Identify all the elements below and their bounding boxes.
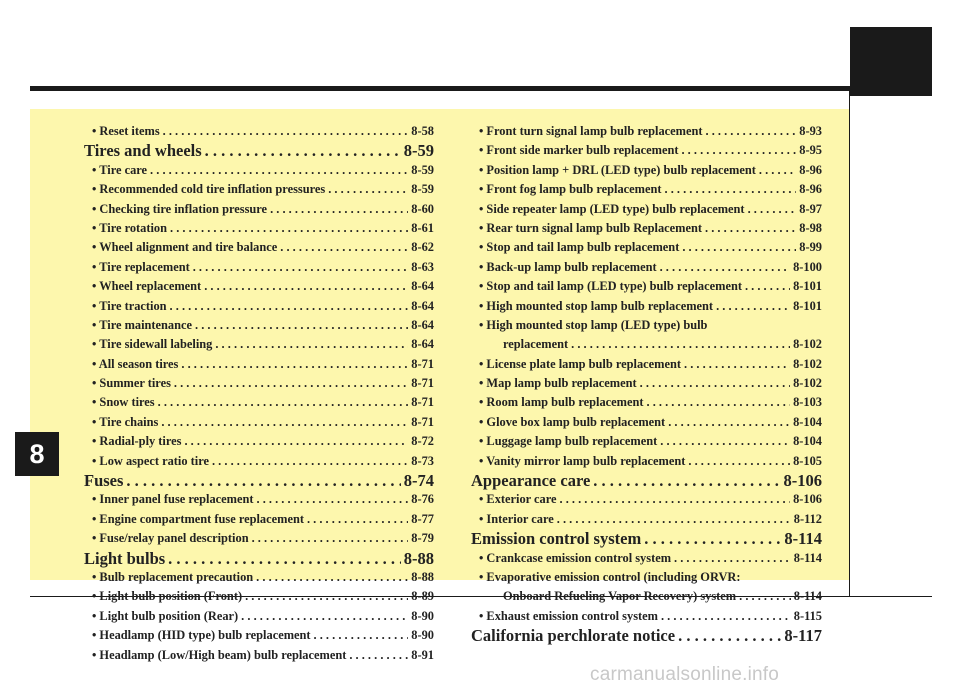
toc-entry-page: 8-102 bbox=[793, 376, 822, 391]
toc-entry-title: • Headlamp (Low/High beam) bulb replacement bbox=[92, 647, 347, 662]
dot-leader bbox=[661, 607, 791, 626]
toc-left-column bbox=[84, 122, 434, 665]
toc-entry-page: 8-88 bbox=[411, 569, 434, 584]
toc-entry[interactable] bbox=[471, 587, 822, 606]
dot-leader bbox=[674, 549, 791, 568]
toc-entry[interactable] bbox=[84, 180, 434, 199]
toc-section-entry[interactable] bbox=[471, 626, 822, 645]
toc-entry-page: 8-117 bbox=[784, 626, 822, 646]
toc-entry-title: • Front side marker bulb replacement bbox=[479, 143, 679, 158]
toc-entry-page: 8-64 bbox=[411, 337, 434, 352]
dot-leader bbox=[193, 258, 409, 277]
toc-entry-page: 8-90 bbox=[411, 608, 434, 623]
toc-entry-title: Fuses bbox=[84, 471, 124, 491]
toc-entry-title: • Tire replacement bbox=[92, 259, 190, 274]
toc-entry[interactable] bbox=[84, 432, 434, 451]
toc-entry[interactable] bbox=[84, 646, 434, 665]
toc-entry-page: 8-64 bbox=[411, 317, 434, 332]
dot-leader bbox=[682, 238, 796, 257]
toc-entry[interactable] bbox=[471, 200, 822, 219]
toc-entry[interactable] bbox=[84, 393, 434, 412]
toc-entry-title: • Front fog lamp bulb replacement bbox=[479, 182, 662, 197]
toc-entry-title: • Wheel replacement bbox=[92, 279, 202, 294]
toc-entry-page: 8-79 bbox=[411, 531, 434, 546]
dot-leader bbox=[716, 297, 790, 316]
dot-leader bbox=[739, 587, 791, 606]
toc-entry-page: 8-89 bbox=[411, 589, 434, 604]
dot-leader bbox=[163, 122, 409, 141]
toc-entry-page: 8-103 bbox=[793, 395, 822, 410]
toc-entry-title: • Tire sidewall labeling bbox=[92, 337, 213, 352]
toc-entry[interactable] bbox=[84, 626, 434, 645]
dot-leader bbox=[241, 607, 408, 626]
toc-entry[interactable] bbox=[471, 549, 822, 568]
chapter-tab[interactable]: 8 bbox=[15, 432, 59, 476]
toc-entry-page: 8-63 bbox=[411, 259, 434, 274]
toc-entry[interactable] bbox=[471, 316, 822, 335]
dot-leader bbox=[349, 646, 408, 665]
toc-entry[interactable] bbox=[84, 607, 434, 626]
toc-entry-title: • Engine compartment fuse replacement bbox=[92, 511, 304, 526]
toc-entry-page: 8-74 bbox=[403, 471, 434, 491]
toc-entry[interactable] bbox=[471, 161, 822, 180]
dot-leader bbox=[280, 238, 408, 257]
toc-entry[interactable] bbox=[471, 219, 822, 238]
toc-entry[interactable] bbox=[471, 122, 822, 141]
toc-entry-page: 8-102 bbox=[793, 356, 822, 371]
toc-entry-title: • Wheel alignment and tire balance bbox=[92, 240, 278, 255]
dot-leader bbox=[212, 452, 408, 471]
toc-entry-page: 8-95 bbox=[799, 143, 822, 158]
top-rule bbox=[30, 86, 850, 91]
dot-leader bbox=[688, 452, 790, 471]
toc-entry-title: • Glove box lamp bulb replacement bbox=[479, 414, 666, 429]
toc-entry-page: 8-104 bbox=[793, 414, 822, 429]
dot-leader bbox=[195, 316, 408, 335]
dot-leader bbox=[665, 180, 797, 199]
toc-entry[interactable] bbox=[84, 413, 434, 432]
dot-leader bbox=[593, 471, 780, 490]
toc-entry[interactable] bbox=[84, 200, 434, 219]
dot-leader bbox=[170, 219, 408, 238]
toc-entry-title: • Tire maintenance bbox=[92, 317, 193, 332]
toc-entry-page: 8-77 bbox=[411, 511, 434, 526]
toc-entry[interactable] bbox=[471, 490, 822, 509]
toc-entry-title: • Tire chains bbox=[92, 414, 159, 429]
margin-divider bbox=[849, 91, 850, 597]
toc-entry-page: 8-72 bbox=[411, 434, 434, 449]
toc-entry[interactable] bbox=[84, 510, 434, 529]
toc-entry-page: 8-98 bbox=[799, 220, 822, 235]
dot-leader bbox=[681, 141, 796, 160]
dot-leader bbox=[745, 277, 790, 296]
toc-entry-page: 8-59 bbox=[411, 182, 434, 197]
toc-entry-title: • Tire traction bbox=[92, 298, 167, 313]
toc-entry-title: • Exterior care bbox=[479, 492, 557, 507]
toc-entry-page: 8-100 bbox=[793, 259, 822, 274]
toc-entry-page: 8-71 bbox=[411, 414, 434, 429]
toc-entry[interactable] bbox=[471, 413, 822, 432]
dot-leader bbox=[684, 355, 790, 374]
toc-entry-page: 8-101 bbox=[793, 279, 822, 294]
toc-entry[interactable] bbox=[471, 180, 822, 199]
dot-leader bbox=[571, 335, 790, 354]
dot-leader bbox=[759, 161, 796, 180]
toc-entry-title: • Recommended cold tire inflation pressures bbox=[92, 182, 326, 197]
dot-leader bbox=[205, 141, 401, 160]
toc-entry-title: • Interior care bbox=[479, 511, 554, 526]
dot-leader bbox=[678, 626, 781, 645]
toc-entry-page: 8-114 bbox=[784, 529, 822, 549]
toc-entry-title: • Stop and tail lamp (LED type) bulb replacement bbox=[479, 279, 742, 294]
toc-entry-title: • Snow tires bbox=[92, 395, 155, 410]
toc-entry-page: 8-101 bbox=[793, 298, 822, 313]
toc-entry[interactable] bbox=[471, 335, 822, 354]
toc-entry[interactable] bbox=[84, 277, 434, 296]
toc-entry-page: 8-71 bbox=[411, 395, 434, 410]
toc-entry-title: • Front turn signal lamp bulb replacement bbox=[479, 124, 703, 138]
toc-entry[interactable] bbox=[471, 607, 822, 626]
toc-entry[interactable] bbox=[471, 238, 822, 257]
toc-entry[interactable] bbox=[84, 568, 434, 587]
dot-leader bbox=[158, 393, 409, 412]
dot-leader bbox=[184, 432, 408, 451]
toc-section-entry[interactable] bbox=[471, 471, 822, 490]
dot-leader bbox=[328, 180, 408, 199]
toc-entry-page: 8-93 bbox=[799, 124, 822, 138]
toc-entry[interactable] bbox=[84, 258, 434, 277]
toc-entry[interactable] bbox=[471, 393, 822, 412]
toc-entry-page: 8-60 bbox=[411, 201, 434, 216]
dot-leader bbox=[215, 335, 408, 354]
toc-entry-title: • Rear turn signal lamp bulb Replacement bbox=[479, 220, 703, 235]
toc-entry-title: • Tire rotation bbox=[92, 220, 168, 235]
dot-leader bbox=[126, 471, 400, 490]
dot-leader bbox=[647, 393, 791, 412]
toc-entry-title: • Luggage lamp bulb replacement bbox=[479, 434, 658, 449]
toc-entry-title: • Room lamp bulb replacement bbox=[479, 395, 644, 410]
toc-entry-page: 8-102 bbox=[793, 337, 822, 352]
dot-leader bbox=[644, 529, 781, 548]
toc-entry-title: • Stop and tail lamp bulb replacement bbox=[479, 240, 680, 255]
toc-entry-page: 8-114 bbox=[793, 550, 822, 565]
toc-entry[interactable] bbox=[84, 238, 434, 257]
toc-entry-title: • Exhaust emission control system bbox=[479, 608, 658, 623]
toc-entry[interactable] bbox=[84, 529, 434, 548]
dot-leader bbox=[168, 549, 401, 568]
toc-entry-page: 8-114 bbox=[793, 589, 822, 604]
toc-entry[interactable] bbox=[84, 161, 434, 180]
toc-entry[interactable] bbox=[471, 510, 822, 529]
dot-leader bbox=[150, 161, 408, 180]
toc-entry-page: 8-71 bbox=[411, 356, 434, 371]
toc-section-entry[interactable] bbox=[84, 471, 434, 490]
dot-leader bbox=[245, 587, 408, 606]
toc-entry-page: 8-64 bbox=[411, 298, 434, 313]
toc-entry[interactable] bbox=[471, 452, 822, 471]
dot-leader bbox=[640, 374, 790, 393]
toc-entry-page: 8-90 bbox=[411, 628, 434, 643]
watermark: carmanualsonline.info bbox=[590, 664, 780, 685]
toc-entry-title: • Vanity mirror lamp bulb replacement bbox=[479, 453, 686, 468]
toc-entry-page: 8-59 bbox=[403, 141, 434, 161]
toc-section-entry[interactable] bbox=[84, 141, 434, 160]
toc-entry-page: 8-97 bbox=[799, 201, 822, 216]
toc-entry-title: • Side repeater lamp (LED type) bulb replacement bbox=[479, 201, 745, 216]
toc-entry[interactable] bbox=[84, 452, 434, 471]
toc-entry-title: • Summer tires bbox=[92, 376, 171, 391]
toc-entry-title: • High mounted stop lamp bulb replacement bbox=[479, 298, 714, 313]
toc-entry-page: 8-106 bbox=[793, 492, 822, 507]
toc-entry-title: • Map lamp bulb replacement bbox=[479, 376, 637, 391]
toc-entry-page: 8-106 bbox=[783, 471, 822, 491]
toc-entry[interactable] bbox=[471, 432, 822, 451]
toc-entry-page: 8-73 bbox=[411, 453, 434, 468]
toc-entry-title: Emission control system bbox=[471, 529, 642, 549]
toc-entry-title: • Crankcase emission control system bbox=[479, 550, 672, 565]
toc-entry-page: 8-76 bbox=[411, 492, 434, 507]
toc-entry-page: 8-105 bbox=[793, 453, 822, 468]
toc-right-column bbox=[471, 122, 822, 646]
toc-entry-title: • Fuse/relay panel description bbox=[92, 531, 249, 546]
toc-entry-page: 8-99 bbox=[799, 240, 822, 255]
toc-entry[interactable] bbox=[84, 316, 434, 335]
toc-entry-title: • License plate lamp bulb replacement bbox=[479, 356, 682, 371]
toc-entry-page: 8-62 bbox=[411, 240, 434, 255]
toc-entry[interactable] bbox=[471, 277, 822, 296]
toc-entry[interactable] bbox=[84, 335, 434, 354]
toc-entry[interactable] bbox=[471, 374, 822, 393]
toc-entry-title: • High mounted stop lamp (LED type) bulb bbox=[479, 317, 708, 332]
dot-leader bbox=[706, 122, 797, 141]
toc-entry-title: • Low aspect ratio tire bbox=[92, 453, 209, 468]
dot-leader bbox=[181, 355, 408, 374]
dot-leader bbox=[256, 568, 408, 587]
toc-entry[interactable] bbox=[84, 587, 434, 606]
toc-entry-page: 8-112 bbox=[793, 511, 822, 526]
toc-entry-page: 8-61 bbox=[411, 220, 434, 235]
toc-entry[interactable] bbox=[471, 355, 822, 374]
toc-entry-title: Tires and wheels bbox=[84, 141, 202, 161]
toc-entry[interactable] bbox=[84, 374, 434, 393]
toc-entry-title: • Light bulb position (Rear) bbox=[92, 608, 239, 623]
toc-entry-page: 8-91 bbox=[411, 647, 434, 662]
toc-entry[interactable] bbox=[84, 297, 434, 316]
dot-leader bbox=[252, 529, 409, 548]
toc-entry-title: replacement bbox=[503, 337, 569, 352]
toc-entry[interactable] bbox=[471, 258, 822, 277]
toc-entry-title: • Light bulb position (Front) bbox=[92, 589, 243, 604]
toc-entry-title: • Headlamp (HID type) bulb replacement bbox=[92, 628, 311, 643]
toc-entry[interactable] bbox=[471, 297, 822, 316]
toc-entry[interactable] bbox=[84, 490, 434, 509]
toc-entry-page: 8-88 bbox=[403, 548, 434, 568]
toc-entry-title: • Reset items bbox=[92, 124, 160, 138]
toc-entry-page: 8-115 bbox=[793, 608, 822, 623]
dot-leader bbox=[257, 490, 409, 509]
dot-leader bbox=[170, 297, 409, 316]
toc-entry-title: • Radial-ply tires bbox=[92, 434, 182, 449]
toc-entry-page: 8-59 bbox=[411, 162, 434, 177]
dot-leader bbox=[307, 510, 408, 529]
toc-entry-title: • Bulb replacement precaution bbox=[92, 569, 254, 584]
chapter-header-block bbox=[850, 27, 932, 96]
toc-entry[interactable] bbox=[84, 122, 434, 141]
toc-entry[interactable] bbox=[84, 219, 434, 238]
toc-entry[interactable] bbox=[471, 141, 822, 160]
toc-entry-title: California perchlorate notice bbox=[471, 626, 676, 646]
toc-entry[interactable] bbox=[471, 568, 822, 587]
dot-leader bbox=[557, 510, 791, 529]
dot-leader bbox=[660, 258, 790, 277]
toc-entry[interactable] bbox=[84, 355, 434, 374]
dot-leader bbox=[204, 277, 408, 296]
toc-entry-page: 8-64 bbox=[411, 279, 434, 294]
toc-entry-page: 8-71 bbox=[411, 376, 434, 391]
dot-leader bbox=[314, 626, 409, 645]
toc-section-entry[interactable] bbox=[84, 549, 434, 568]
toc-entry-page: 8-96 bbox=[799, 162, 822, 177]
toc-entry-title: Onboard Refueling Vapor Recovery) system bbox=[503, 589, 737, 604]
dot-leader bbox=[174, 374, 408, 393]
dot-leader bbox=[660, 432, 790, 451]
toc-entry-title: Light bulbs bbox=[84, 548, 166, 568]
toc-entry-title: • Position lamp + DRL (LED type) bulb replacement bbox=[479, 162, 756, 177]
toc-entry-title: • Evaporative emission control (including ORVR: bbox=[479, 569, 741, 584]
dot-leader bbox=[705, 219, 796, 238]
toc-section-entry[interactable] bbox=[471, 529, 822, 548]
toc-entry-page: 8-104 bbox=[793, 434, 822, 449]
toc-entry-title: • Checking tire inflation pressure bbox=[92, 201, 268, 216]
dot-leader bbox=[161, 413, 408, 432]
toc-entry-title: Appearance care bbox=[471, 471, 591, 491]
toc-entry-page: 8-96 bbox=[799, 182, 822, 197]
toc-entry-title: • Inner panel fuse replacement bbox=[92, 492, 254, 507]
dot-leader bbox=[748, 200, 797, 219]
toc-entry-title: • All season tires bbox=[92, 356, 179, 371]
toc-entry-page: 8-58 bbox=[411, 124, 434, 138]
dot-leader bbox=[560, 490, 791, 509]
toc-entry-title: • Tire care bbox=[92, 162, 148, 177]
dot-leader bbox=[270, 200, 408, 219]
toc-entry-title: • Back-up lamp bulb replacement bbox=[479, 259, 657, 274]
dot-leader bbox=[668, 413, 790, 432]
